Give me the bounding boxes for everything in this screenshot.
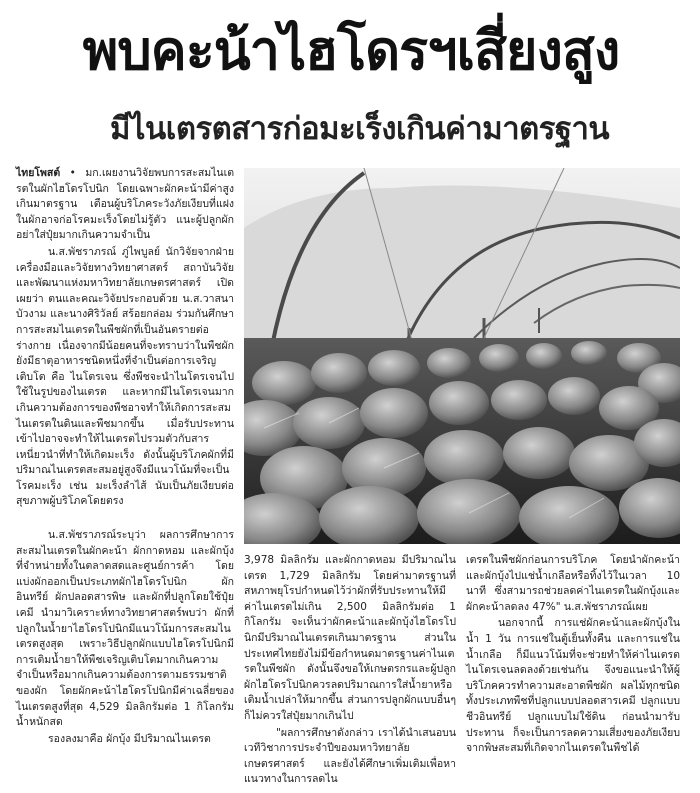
article-paragraph: น.ส.พัชราภรณ์ระบุว่า ผลการศึกษาการสะสมไนเตรตในผักคะน้า ผักกาดหอม และผักบุ้งที่จำหน่ายทั้งในตลาดสดและศูนย์การค้า โดยแบ่งผักออกเป็นประเภทผักไฮโดรโปนิก ผักอินทรีย์ ผักปลอดสารพิษ และผักที่ปลูกโดยใช้ปุ๋ยเคมี นำมาวิเคราะห์ทางวิทยาศาสตร์พบว่า ผักที่ปลูกในน้ำยาไฮโดรโปนิกมีแนวโน้มการสะสมไนเตรตสูงสุด เพราะวิธีปลูกผักแบบไฮโดรโปนิกมีการเติมน้ำยาให้พืชเจริญเติบโตมากเกินความจำเป็นหรือมากเกินความต้องการตามธรรมชาติของผัก โดยผักคะน้าไฮโดรโปนิกมีค่าเฉลี่ยของไนเตรตสูงที่สุด 4,529 มิลลิกรัมต่อ 1 กิโลกรัมน้ำหนักสด <box>16 529 234 729</box>
article-paragraph: น.ส.พัชราภรณ์ ภู่ไพบูลย์ นักวิจัยจากฝ่ายเครื่องมือและวิจัยทางวิทยาศาสตร์ สถาบันวิจัยและพัฒนาแห่งมหาวิทยาลัยเกษตรศาสตร์ เปิดเผยว่า ตนและคณะวิจัยประกอบด้วย น.ส.วาสนา บัวงาม และนางศิริวัลย์ สร้อยกล่อม ร่วมกันศึกษาการสะสมไนเตรตในพืชผักที่เป็นอันตรายต่อร่างกาย เนื่องจากมีน้อยคนที่จะทราบว่าในพืชผักยังมีธาตุอาหารชนิดหนึ่งที่จำเป็นต่อการเจริญเติบโต คือ ไนโตรเจน ซึ่งพืชจะนำไนโตรเจนไปใช้ในรูปของไนเตรต และหากมีไนโตรเจนมากเกินความต้องการของพืชอาจทำให้เกิดการสะสมไนเตรตในดินและพืชมากขึ้น เมื่อรับประทานเข้าไปอาจจะทำให้ไนเตรตไปรวมตัวกับสารเหนี่ยวนำที่ทำให้เกิดมะเร็ง ดังนั้นผู้บริโภคผักที่มีปริมาณไนเตรตสะสมอยู่สูงจึงมีแนวโน้มที่จะเป็นโรคมะเร็ง เช่น มะเร็งลำไส้ นับเป็นภัยเงียบต่อสุขภาพผู้บริโภคโดยตรง <box>16 245 234 508</box>
greenhouse-photo <box>244 168 680 544</box>
article-lead: ไทยโพสต์ • มก.เผยงานวิจัยพบการสะสมไนเตรตในผักไฮโดรโปนิก โดยเฉพาะผักคะน้ามีค่าสูงเกินมาตรฐาน เตือนผู้บริโภคระวังภัยเงียบที่แฝงในผักอาจก่อโรคมะเร็งโดยไม่รู้ตัว แนะผู้ปลูกผักอย่าใส่ปุ๋ยมากเกินความจำเป็น <box>16 167 235 242</box>
article-column-3 <box>466 553 680 758</box>
article-paragraph: รองลงมาคือ ผักบุ้ง มีปริมาณไนเตรต <box>48 732 211 745</box>
byline: ไทยโพสต์ <box>16 167 61 179</box>
article-column-1 <box>16 166 234 511</box>
article-paragraph: 3,978 มิลลิกรัม และผักกาดหอม มีปริมาณไนเตรต 1,729 มิลลิกรัม โดยค่ามาตรฐานที่สหภาพยุโรปกำหนดไว้ว่าผักที่รับประทานให้มีค่าไนเตรตไม่เกิน 2,500 มิลลิกรัมต่อ 1 กิโลกรัม จะเห็นว่าผักคะน้าและผักบุ้งไฮโดรโปนิกมีปริมาณไนเตรตเกินมาตรฐาน ส่วนในประเทศไทยยังไม่มีข้อกำหนดมาตรฐานค่าไนเตรตในพืชผัก ดังนั้นจึงขอให้เกษตรกรและผู้ปลูกผักไฮโดรโปนิกควรลดปริมาณการใส่น้ำยาหรือเติมน้ำเปล่าให้มากขึ้น ส่วนการปลูกผักแบบอื่นๆ ก็ไม่ควรใส่ปุ๋ยมากเกินไป <box>244 554 456 722</box>
article-paragraph: นอกจากนี้ การแช่ผักคะน้าและผักบุ้งในน้ำ 1 วัน การแช่ในตู้เย็นทั้งคืน และการแช่ในน้ำเกลือ ก็มีแนวโน้มที่จะช่วยทำให้ค่าไนเตรตไนโตรเจนลดลงด้วยเช่นกัน จึงขอแนะนำให้ผู้บริโภคควรทำความสะอาดพืชผัก ผลไม้ทุกชนิดทั้งประเภทพืชที่ปลูกแบบปลอดสารเคมี ปลูกแบบชีวอินทรีย์ ปลูกแบบไม่ใช้ดิน ก่อนนำมารับประทาน ก็จะเป็นการลดความเสี่ยงของภัยเงียบจากพิษสะสมที่เกิดจากไนเตรตในพืชได้ <box>466 617 680 755</box>
subheadline: มีไนเตรตสารก่อมะเร็งเกินค่ามาตรฐาน <box>110 111 610 147</box>
article-paragraph: "ผลการศึกษาดังกล่าว เราได้นำเสนอบนเวทีวิชาการประจำปีของมหาวิทยาลัยเกษตรศาสตร์ และยังได้ศึกษาเพิ่มเติมเพื่อหาแนวทางในการลดไน <box>244 726 456 786</box>
article-column-1-lower <box>16 528 234 748</box>
article-paragraph: มก.เผยงานวิจัยพบการสะสมไนเตรตในผักไฮโดรโปนิก โดยเฉพาะผักคะน้ามีค่าสูงเกินมาตรฐาน เตือนผู้บริโภคระวังภัยเงียบที่แฝงในผักอาจก่อโรคมะเร็งโดยไม่รู้ตัว แนะผู้ปลูกผักอย่าใส่ปุ๋ยมากเกินความจำเป็น <box>16 167 235 242</box>
greenhouse-image <box>244 168 680 544</box>
article-column-2 <box>244 553 456 789</box>
headline: พบคะน้าไฮโดรฯเสี่ยงสูง <box>82 19 620 82</box>
article-paragraph: เตรตในพืชผักก่อนการบริโภค โดยนำผักคะน้าและผักบุ้งไปแช่น้ำเกลือหรือทิ้งไว้ในเวลา 10 นาที ซึ่งสามารถช่วยลดค่าไนเตรตในผักบุ้งและผักคะน้าลดลง 47%" น.ส.พัชราภรณ์เผย <box>466 554 680 613</box>
